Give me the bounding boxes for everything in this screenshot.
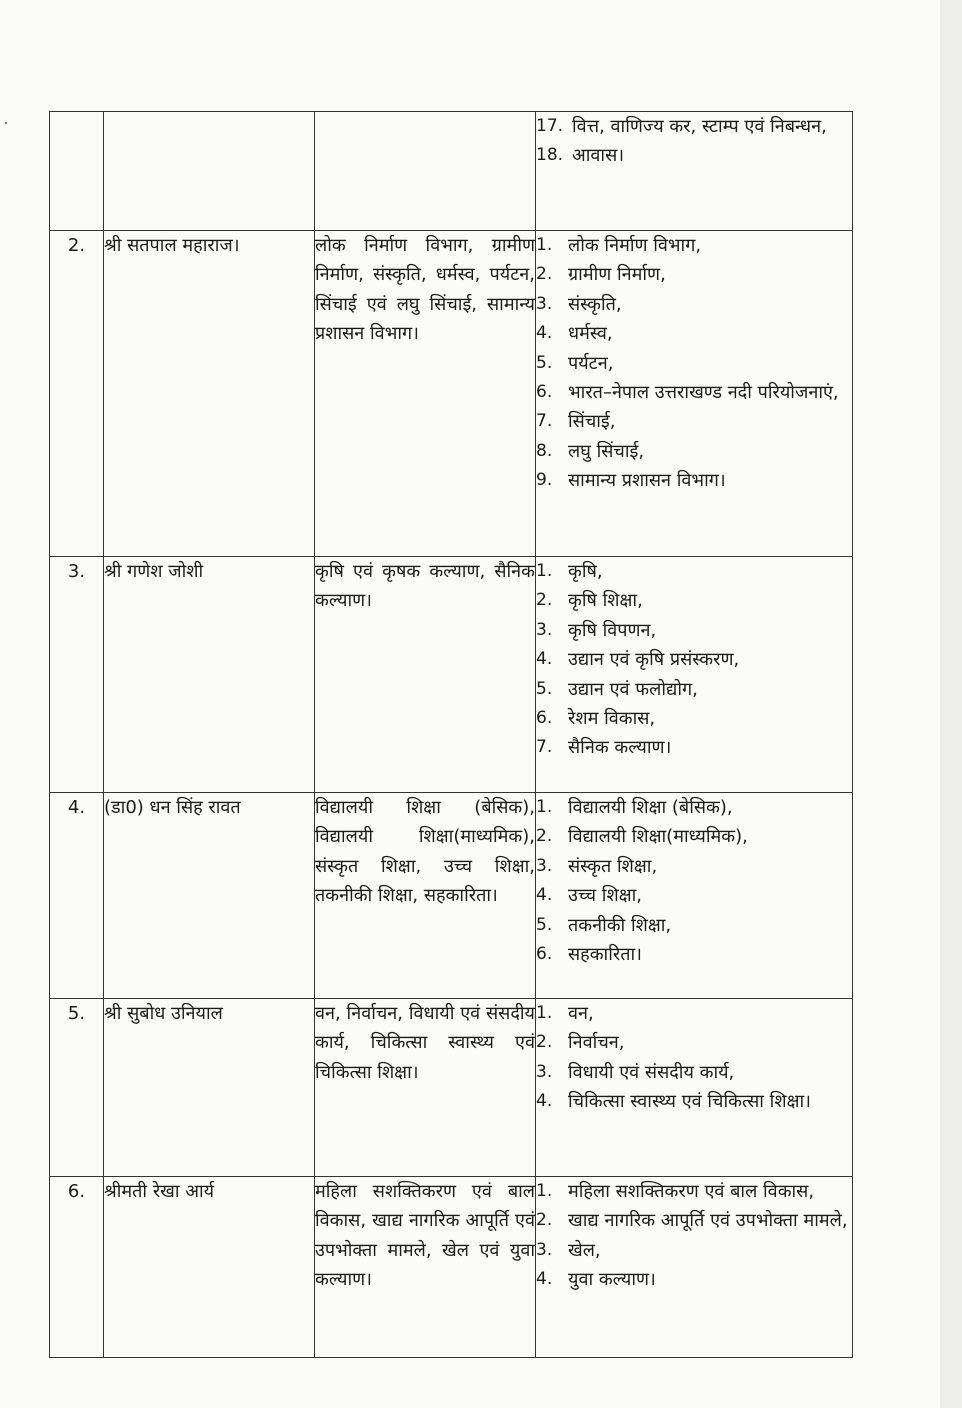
list-item: 8. लघु सिंचाई, <box>536 440 645 462</box>
scan-speck <box>5 122 7 124</box>
list-item: 3. संस्कृति, <box>536 293 622 315</box>
serial-number <box>50 112 104 231</box>
list-item: 2. कृषि शिक्षा, <box>536 590 643 612</box>
department-list <box>536 999 853 1177</box>
minister-name: श्री गणेश जोशी <box>104 557 315 793</box>
list-item: 4. उद्यान एवं कृषि प्रसंस्करण, <box>536 649 740 671</box>
list-item: 2. निर्वाचन, <box>536 1032 625 1054</box>
table-row-6 <box>50 1177 853 1358</box>
list-item: 7. सिंचाई, <box>536 411 616 433</box>
departments-summary: लोक निर्माण विभाग, ग्रामीण निर्माण, संस्कृति, धर्मस्व, पर्यटन, सिंचाई एवं लघु सिंचाई, सामान्य प्रशासन विभाग। <box>315 231 536 557</box>
departments-summary: वन, निर्वाचन, विधायी एवं संसदीय कार्य, चिकित्सा स्वास्थ्य एवं चिकित्सा शिक्षा। <box>315 999 536 1177</box>
minister-name: (डा0) धन सिंह रावत <box>104 793 315 999</box>
list-item: 6. सहकारिता। <box>536 944 642 966</box>
list-item: 1. कृषि, <box>536 561 603 582</box>
serial-number: 2. <box>50 231 104 557</box>
table-row-4 <box>50 793 853 999</box>
table-row-5 <box>50 999 853 1177</box>
list-item: 18. आवास। <box>536 145 625 167</box>
serial-number: 6. <box>50 1177 104 1358</box>
table-row-continued <box>50 112 853 231</box>
list-item: 3. विधायी एवं संसदीय कार्य, <box>536 1061 735 1083</box>
minister-name: श्रीमती रेखा आर्य <box>104 1177 315 1358</box>
list-item: 4. धर्मस्व, <box>536 323 613 345</box>
scan-margin-strip <box>940 0 962 1408</box>
department-list <box>536 112 853 231</box>
list-item: 2. विद्यालयी शिक्षा(माध्यमिक), <box>536 826 748 848</box>
department-list <box>536 793 853 999</box>
list-item: 3. संस्कृत शिक्षा, <box>536 855 658 877</box>
departments-summary: कृषि एवं कृषक कल्याण, सैनिक कल्याण। <box>315 557 536 793</box>
minister-name <box>104 112 315 231</box>
list-item: 1. विद्यालयी शिक्षा (बेसिक), <box>536 797 733 818</box>
list-item: 6. भारत–नेपाल उत्तराखण्ड नदी परियोजनाएं, <box>536 382 839 404</box>
list-item: 1. महिला सशक्तिकरण एवं बाल विकास, <box>536 1181 815 1202</box>
minister-name: श्री सतपाल महाराज। <box>104 231 315 557</box>
list-item: 3. खेल, <box>536 1239 601 1261</box>
list-item: 3. कृषि विपणन, <box>536 619 657 641</box>
list-item: 5. तकनीकी शिक्षा, <box>536 914 672 936</box>
departments-summary: महिला सशक्तिकरण एवं बाल विकास, खाद्य नागरिक आपूर्ति एवं उपभोक्ता मामले, खेल एवं युवा कल्याण। <box>315 1177 536 1358</box>
departments-summary: विद्यालयी शिक्षा (बेसिक), विद्यालयी शिक्षा(माध्यमिक), संस्कृत शिक्षा, उच्च शिक्षा, तकनीकी शिक्षा, सहकारिता। <box>315 793 536 999</box>
table-row-3 <box>50 557 853 793</box>
table-row-2 <box>50 231 853 557</box>
list-item: 4. उच्च शिक्षा, <box>536 885 642 907</box>
list-item: 1. लोक निर्माण विभाग, <box>536 235 702 256</box>
serial-number: 3. <box>50 557 104 793</box>
list-item: 17. वित्त, वाणिज्य कर, स्टाम्प एवं निबन्धन, <box>536 116 827 137</box>
list-item: 7. सैनिक कल्याण। <box>536 737 672 759</box>
list-item: 5. उद्यान एवं फलोद्योग, <box>536 678 698 700</box>
department-list <box>536 557 853 793</box>
list-item: 9. सामान्य प्रशासन विभाग। <box>536 470 726 492</box>
list-item: 4. युवा कल्याण। <box>536 1269 656 1291</box>
departments-summary <box>315 112 536 231</box>
department-list <box>536 231 853 557</box>
list-item: 4. चिकित्सा स्वास्थ्य एवं चिकित्सा शिक्षा। <box>536 1091 811 1113</box>
list-item: 2. ग्रामीण निर्माण, <box>536 264 666 286</box>
department-list <box>536 1177 853 1358</box>
list-item: 6. रेशम विकास, <box>536 708 656 730</box>
list-item: 5. पर्यटन, <box>536 352 614 374</box>
list-item: 1. वन, <box>536 1003 594 1024</box>
serial-number: 4. <box>50 793 104 999</box>
portfolio-allocation-table <box>49 111 853 1358</box>
minister-name: श्री सुबोध उनियाल <box>104 999 315 1177</box>
serial-number: 5. <box>50 999 104 1177</box>
list-item: 2. खाद्य नागरिक आपूर्ति एवं उपभोक्ता मामले, <box>536 1210 848 1232</box>
